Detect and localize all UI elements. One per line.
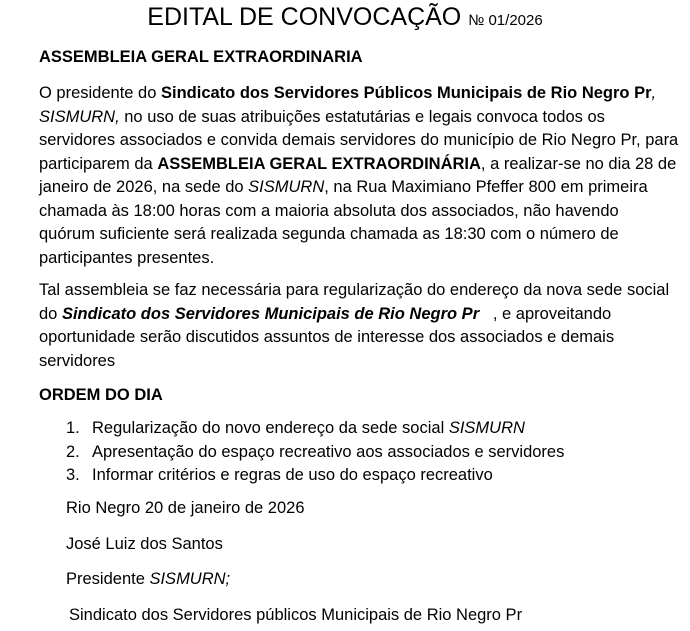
document-title: [0, 2, 690, 36]
p1-text-3: , a realizar-se no dia 28 de janeiro de 2026, na sede do: [39, 154, 677, 196]
signer-role-label: Presidente: [66, 570, 150, 588]
p1-union-name: Sindicato dos Servidores Públicos Municipais de Rio Negro Pr: [161, 84, 652, 102]
title-number: № 01/2026: [468, 12, 543, 29]
agenda-list: [66, 417, 564, 488]
p2-union-name: Sindicato dos Servidores Municipais de Rio Negro Pr: [61, 304, 480, 323]
p1-text-1: O presidente do: [39, 84, 161, 102]
p1-acronym: SISMURN,: [39, 107, 120, 126]
signer-role-org: SISMURN;: [149, 570, 231, 588]
paragraph-purpose: [39, 279, 679, 373]
title-main: EDITAL DE CONVOCAÇÃO: [147, 3, 462, 31]
agenda-item-text: Informar critérios e regras de uso do espaço recreativo: [92, 466, 493, 484]
signer-role: [66, 569, 230, 589]
p1-text-4: , na Rua Maximiano Pfeffer 800 em primeira chamada às 18:00 horas com a maioria absoluta dos associados, não havendo quórum suficiente será realizada segunda chamada as 18:30 com o número de participantes presentes.: [39, 178, 648, 267]
agenda-item: [66, 417, 564, 441]
paragraph-convocation: [39, 82, 679, 270]
p1-text-2: no uso de suas atribuições estatutárias e legais convoca todos os servidores associados e convida demais servidores do município de Rio Negro Pr, para participarem da: [39, 107, 679, 173]
agenda-item-number: 1.: [66, 419, 80, 437]
agenda-item-number: 2.: [66, 442, 80, 461]
agenda-item: [66, 464, 564, 488]
assembly-heading: ASSEMBLEIA GERAL EXTRAORDINARIA: [39, 48, 363, 66]
p1-assembly-name: ASSEMBLEIA GERAL EXTRAORDINÁRIA: [157, 154, 481, 173]
p1-comma: ,: [651, 84, 657, 102]
agenda-heading: ORDEM DO DIA: [39, 386, 163, 404]
p2-text-2: , e aproveitando oportunidade serão discutidos assuntos de interesse dos associados e demais servidores: [39, 304, 619, 370]
signer-name: José Luiz dos Santos: [66, 535, 223, 553]
agenda-item-number: 3.: [66, 466, 80, 484]
agenda-item-text: Apresentação do espaço recreativo aos associados e servidores: [92, 442, 565, 461]
p2-text-1: Tal assembleia se faz necessária para regularização do endereço da nova sede social do: [39, 281, 670, 323]
agenda-item: [66, 441, 564, 465]
agenda-item-text: Regularização do novo endereço da sede social: [92, 419, 449, 437]
agenda-item-acronym: SISMURN: [448, 419, 525, 437]
footer-organization: Sindicato dos Servidores públicos Municipais de Rio Negro Pr: [69, 606, 523, 624]
date-line: Rio Negro 20 de janeiro de 2026: [66, 499, 305, 517]
p1-acronym-2: SISMURN: [248, 178, 325, 196]
